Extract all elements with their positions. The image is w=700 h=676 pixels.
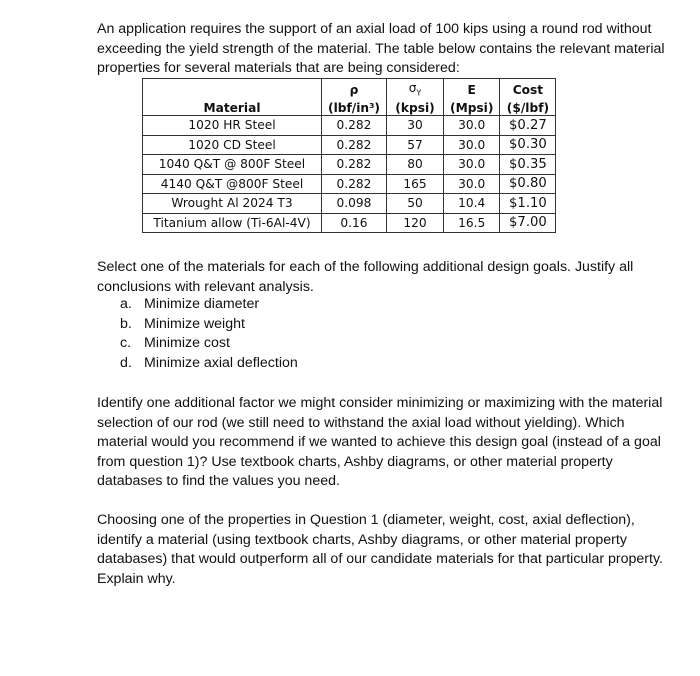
yield-cell: 120 [387,213,444,233]
goal-text: Minimize cost [144,335,230,351]
goal-text: Minimize axial deflection [144,354,298,371]
header-density-unit: (lbf/in³) [322,97,387,116]
outperform-paragraph: Choosing one of the properties in Question 1 (diameter, weight, cost, axial deflection), identify a material (using textbook charts, Ashby diagrams, or other material property databases) that would outperform all of our candidate materials for that particular property. Explain why. [97,512,663,587]
modulus-cell: 30.0 [444,135,500,155]
list-item [120,354,298,374]
additional-factor-paragraph: Identify one additional factor we might consider minimizing or maximizing with the material selection of our rod (we still need to withstand the axial load without yielding). Which material would you recommend if we wanted to achieve this design goal (instead of a goal from question 1)? Use textbook charts, Ashby diagrams, or other material property databases to find the values you need. [97,395,663,489]
cost-cell: $0.80 [500,174,556,194]
header-material: Material [143,97,322,116]
material-cell: Wrought Al 2024 T3 [143,194,322,214]
header-yield-unit: (kpsi) [387,97,444,116]
goal-letter: b. [120,315,132,332]
header-top-density: ρ [322,79,387,98]
header-top-yield: $\sigma_Y$ [387,79,444,98]
modulus-cell: 16.5 [444,213,500,233]
modulus-cell: 10.4 [444,194,500,214]
goal-text: Minimize weight [144,315,245,332]
header-top-material [143,79,322,98]
header-top-modulus: E [444,79,500,98]
density-cell: 0.16 [322,213,387,233]
header-cost-unit: ($/lbf) [500,97,556,116]
cost-cell: $7.00 [500,213,556,233]
cost-cell: $0.30 [500,135,556,155]
table-row [143,116,556,136]
material-cell: 1020 HR Steel [143,116,322,136]
goal-letter: a. [120,296,132,312]
goal-letter: c. [120,335,132,351]
table-row [143,155,556,175]
yield-cell: 80 [387,155,444,175]
list-item [120,334,298,354]
header-top-cost: Cost [500,79,556,98]
table-row [143,194,556,214]
material-cell: 1020 CD Steel [143,135,322,155]
design-goals-paragraph: Select one of the materials for each of the following additional design goals. Justify all conclusions with relevant analysis. [97,259,634,295]
modulus-cell: 30.0 [444,116,500,136]
table-row [143,174,556,194]
cost-cell: $1.10 [500,194,556,214]
goal-letter: d. [120,354,132,371]
table-row [143,213,556,233]
modulus-cell: 30.0 [444,155,500,175]
yield-cell: 57 [387,135,444,155]
density-cell: 0.282 [322,135,387,155]
yield-cell: 30 [387,116,444,136]
density-cell: 0.282 [322,174,387,194]
density-cell: 0.282 [322,116,387,136]
header-modulus-unit: (Mpsi) [444,97,500,116]
cost-cell: $0.27 [500,116,556,136]
modulus-cell: 30.0 [444,174,500,194]
goal-text: Minimize diameter [144,296,260,312]
density-cell: 0.282 [322,155,387,175]
material-properties-table [142,78,556,233]
list-item [120,295,298,315]
list-item [120,315,298,335]
yield-cell: 165 [387,174,444,194]
table-row [143,135,556,155]
design-goals-list [120,295,298,373]
material-cell: Titanium allow (Ti-6Al-4V) [143,213,322,233]
yield-cell: 50 [387,194,444,214]
density-cell: 0.098 [322,194,387,214]
material-cell: 1040 Q&T @ 800F Steel [143,155,322,175]
cost-cell: $0.35 [500,155,556,175]
intro-paragraph: An application requires the support of an axial load of 100 kips using a round rod without exceeding the yield strength of the material. The table below contains the relevant material properties for several materials that are being considered: [97,21,665,76]
material-cell: 4140 Q&T @800F Steel [143,174,322,194]
